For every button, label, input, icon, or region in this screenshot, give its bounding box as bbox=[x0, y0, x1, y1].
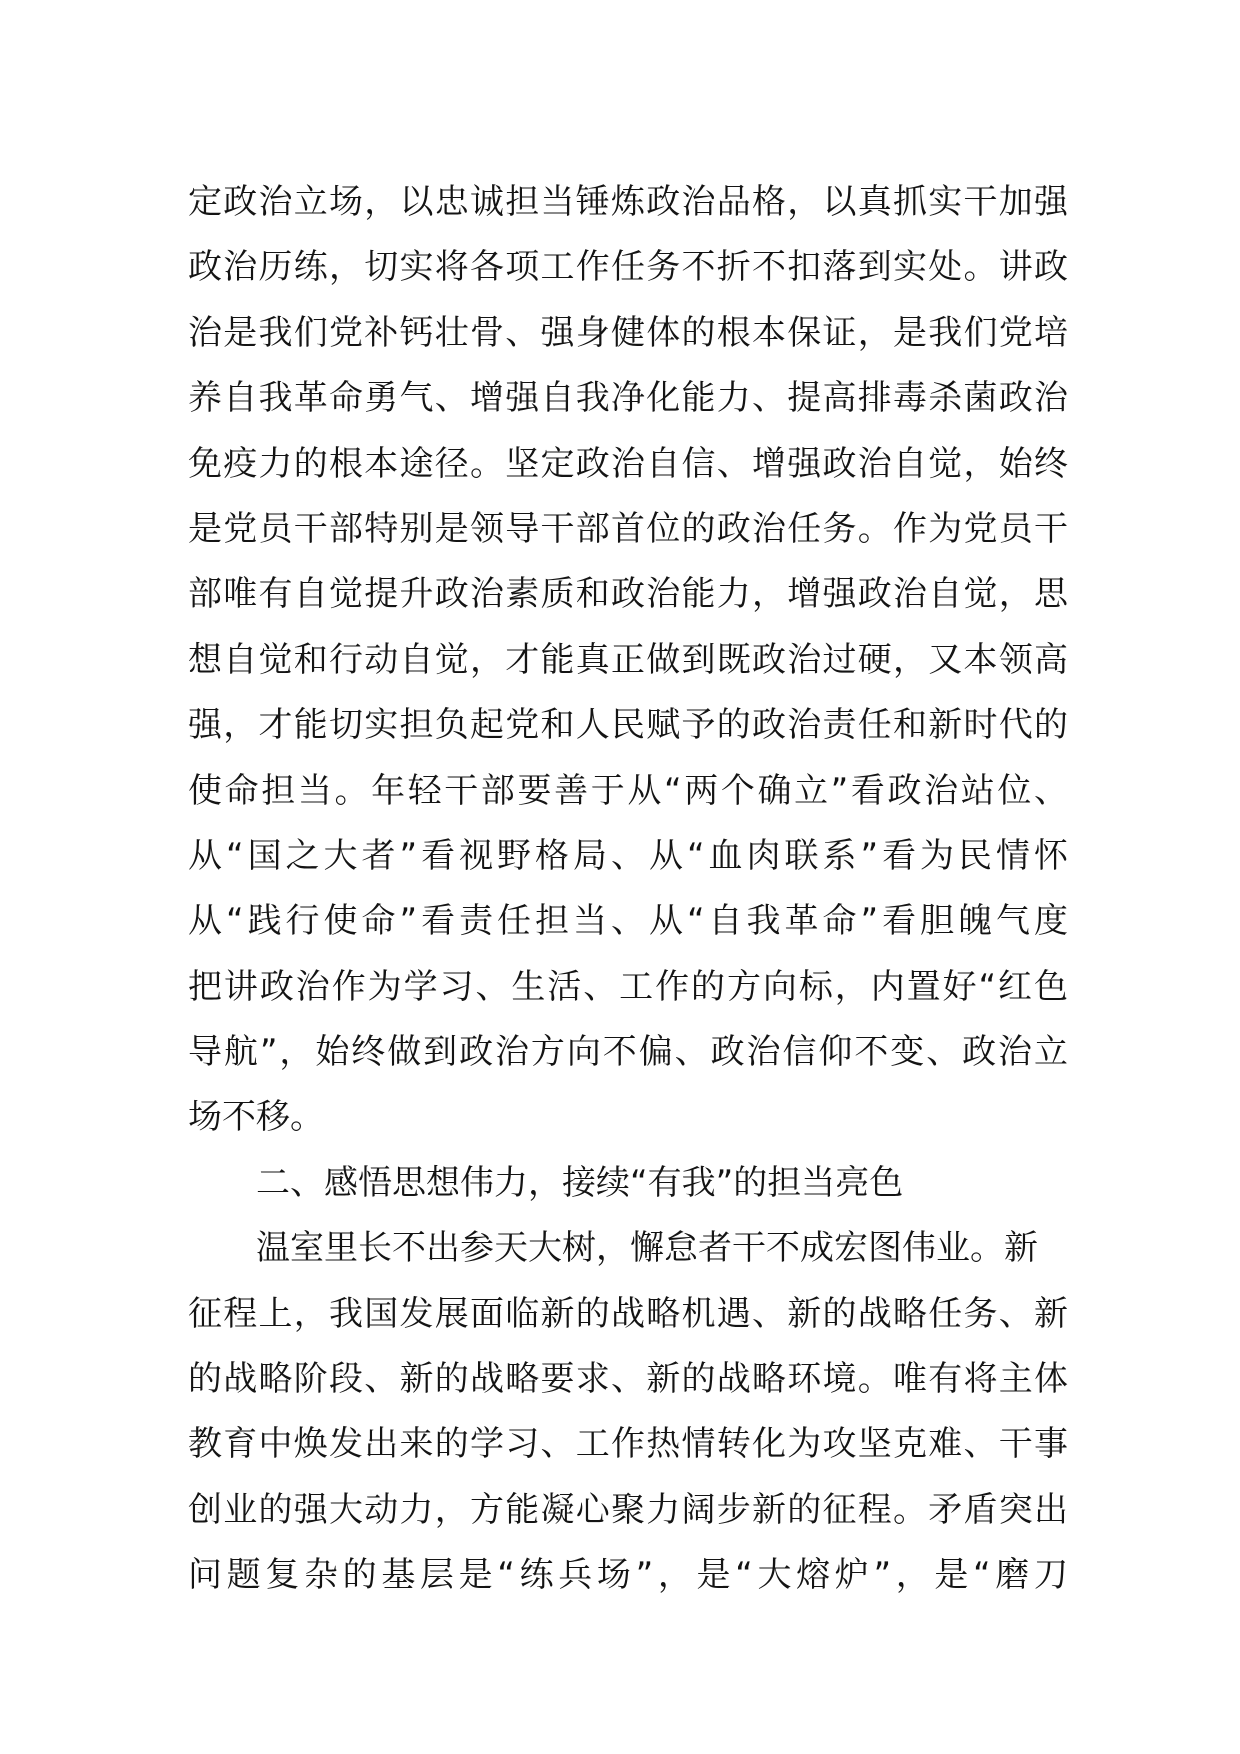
text-line: 教育中焕发出来的学习、工作热情转化为攻坚克难、干事 bbox=[188, 1424, 1068, 1465]
text-line: 导航”，始终做到政治方向不偏、政治信仰不变、政治立 bbox=[188, 1032, 1068, 1073]
paragraph-first-line: 温室里长不出参天大树，懈怠者干不成宏图伟业。新 bbox=[256, 1228, 1038, 1269]
text-line: 把讲政治作为学习、生活、工作的方向标，内置好“红色 bbox=[188, 966, 1068, 1007]
text-line: 想自觉和行动自觉，才能真正做到既政治过硬，又本领高 bbox=[188, 639, 1068, 680]
text-line: 问题复杂的基层是“练兵场”，是“大熔炉”，是“磨刀 bbox=[188, 1555, 1068, 1596]
text-line: 从“践行使命”看责任担当、从“自我革命”看胆魄气度 bbox=[188, 901, 1068, 942]
text-line: 的战略阶段、新的战略要求、新的战略环境。唯有将主体 bbox=[188, 1359, 1068, 1400]
text-line: 使命担当。年轻干部要善于从“两个确立”看政治站位、 bbox=[188, 770, 1068, 811]
text-line: 养自我革命勇气、增强自我净化能力、提高排毒杀菌政治 bbox=[188, 378, 1068, 419]
text-line: 是党员干部特别是领导干部首位的政治任务。作为党员干 bbox=[188, 508, 1068, 549]
text-line: 定政治立场，以忠诚担当锤炼政治品格，以真抓实干加强 bbox=[188, 182, 1068, 222]
body-text bbox=[188, 170, 1068, 1609]
text-line: 政治历练，切实将各项工作任务不折不扣落到实处。讲政 bbox=[188, 247, 1068, 288]
text-line: 治是我们党补钙壮骨、强身健体的根本保证，是我们党培 bbox=[188, 312, 1068, 353]
text-line: 征程上，我国发展面临新的战略机遇、新的战略任务、新 bbox=[188, 1293, 1068, 1334]
text-line: 强，才能切实担负起党和人民赋予的政治责任和新时代的 bbox=[188, 705, 1068, 746]
section-heading: 二、感悟思想伟力，接续“有我”的担当亮色 bbox=[256, 1162, 904, 1203]
text-line: 场不移。 bbox=[188, 1097, 324, 1138]
text-line: 免疫力的根本途径。坚定政治自信、增强政治自觉，始终 bbox=[188, 443, 1068, 484]
text-line: 创业的强大动力，方能凝心聚力阔步新的征程。矛盾突出 bbox=[188, 1489, 1068, 1530]
text-line: 从“国之大者”看视野格局、从“血肉联系”看为民情怀 bbox=[188, 835, 1068, 876]
text-line: 部唯有自觉提升政治素质和政治能力，增强政治自觉，思 bbox=[188, 574, 1068, 615]
